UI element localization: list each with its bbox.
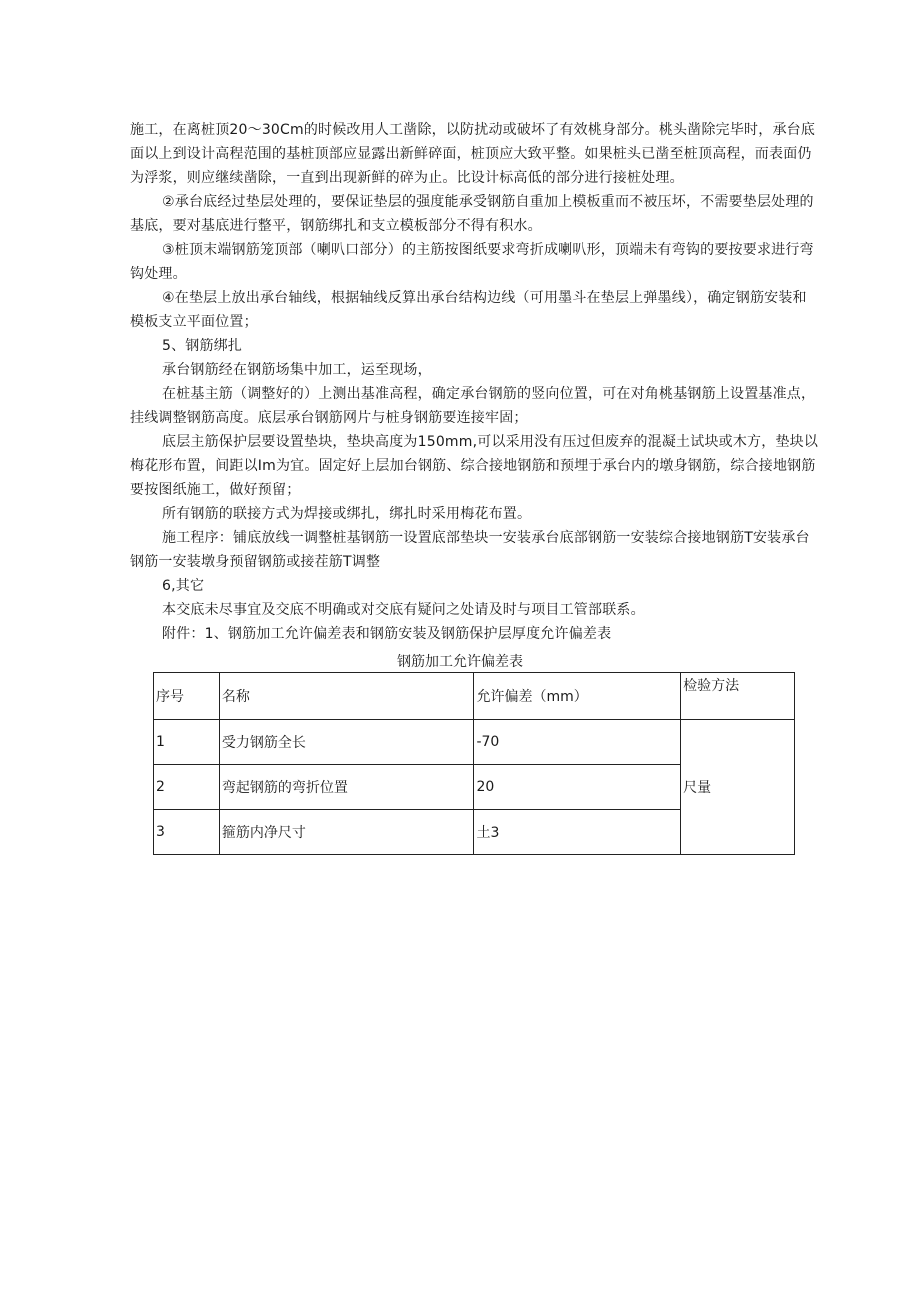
cell-name: 箍筋内净尺寸: [219, 810, 474, 855]
tolerance-table: [153, 672, 795, 855]
paragraph-contact: 本交底未尽事宜及交底不明确或对交底有疑问之处请及时与项目工管部联系。: [162, 602, 645, 618]
header-method: 检验方法: [681, 673, 795, 720]
paragraph-cushion: ②承台底经过垫层处理的，要保证垫层的强度能承受钢筋自重加上模板重而不被压坏，不需要垫层处理的基底，要对基底进行整平，钢筋绑扎和支立模板部分不得有积水。: [130, 194, 814, 234]
cell-tolerance: 20: [474, 765, 681, 810]
paragraph-attachment: 附件：1、钢筋加工允许偏差表和钢筋安装及钢筋保护层厚度允许偏差表: [162, 626, 612, 642]
table-title: 钢筋加工允许偏差表: [397, 654, 523, 670]
cell-method: 尺量: [681, 720, 795, 855]
section-heading-other: 6,其它: [162, 578, 205, 594]
paragraph-connection: 所有钢筋的联接方式为焊接或绑扎，绑扎时采用梅花布置。: [162, 506, 532, 522]
paragraph-cage-top: ③桩顶末端钢筋笼顶部（喇叭口部分）的主筋按图纸要求弯折成喇叭形，顶端未有弯钩的要按要求进行弯钩处理。: [130, 242, 814, 282]
cell-index: 1: [154, 720, 220, 765]
table-header-row: [154, 673, 795, 720]
paragraph-spacer: 底层主筋保护层要设置垫块，垫块高度为150mm,可以采用没有压过但废弃的混凝土试块或木方，垫块以梅花形布置，间距以Im为宜。固定好上层加台钢筋、综合接地钢筋和预埋于承台内的墩身钢筋，综合接地钢筋要按图纸施工，做好预留；: [130, 434, 819, 498]
paragraph-procedure: 施工程序：铺底放线一调整桩基钢筋一设置底部垫块一安装承台底部钢筋一安装综合接地钢筋T安装承台钢筋一安装墩身预留钢筋或接茬筋T调整: [130, 530, 810, 570]
cell-tolerance: 土3: [474, 810, 681, 855]
paragraph-axis: ④在垫层上放出承台轴线，根据轴线反算出承台结构边线（可用墨斗在垫层上弹墨线），确定钢筋安装和模板支立平面位置；: [130, 290, 807, 330]
cell-name: 弯起钢筋的弯折位置: [219, 765, 474, 810]
paragraph-pile-head: 施工，在离桩顶20～30Cm的时候改用人工凿除，以防扰动或破坏了有效桃身部分。桃头凿除完毕时，承台底面以上到设计高程范围的基桩顶部应显露出新鲜碎面，桩顶应大致平整。如果桩头已凿至桩顶高程，而表面仍为浮浆，则应继续凿除，一直到出现新鲜的碎为止。比设计标高低的部分进行接桩处理。: [130, 122, 816, 186]
table-row: [154, 720, 795, 765]
header-name: 名称: [219, 673, 474, 720]
cell-tolerance: -70: [474, 720, 681, 765]
cell-name: 受力钢筋全长: [219, 720, 474, 765]
header-tolerance: 允许偏差（mm）: [474, 673, 681, 720]
cell-index: 3: [154, 810, 220, 855]
section-heading-rebar: 5、钢筋绑扎: [162, 338, 243, 354]
header-index: 序号: [154, 673, 220, 720]
paragraph-rebar-processing: 承台钢筋经在钢筋场集中加工，运至现场，: [162, 362, 432, 378]
cell-index: 2: [154, 765, 220, 810]
paragraph-elevation: 在桩基主筋（调整好的）上测出基准高程，确定承台钢筋的竖向位置，可在对角桃基钢筋上设置基准点，挂线调整钢筋高度。底层承台钢筋网片与桩身钢筋要连接牢固；: [130, 386, 816, 426]
